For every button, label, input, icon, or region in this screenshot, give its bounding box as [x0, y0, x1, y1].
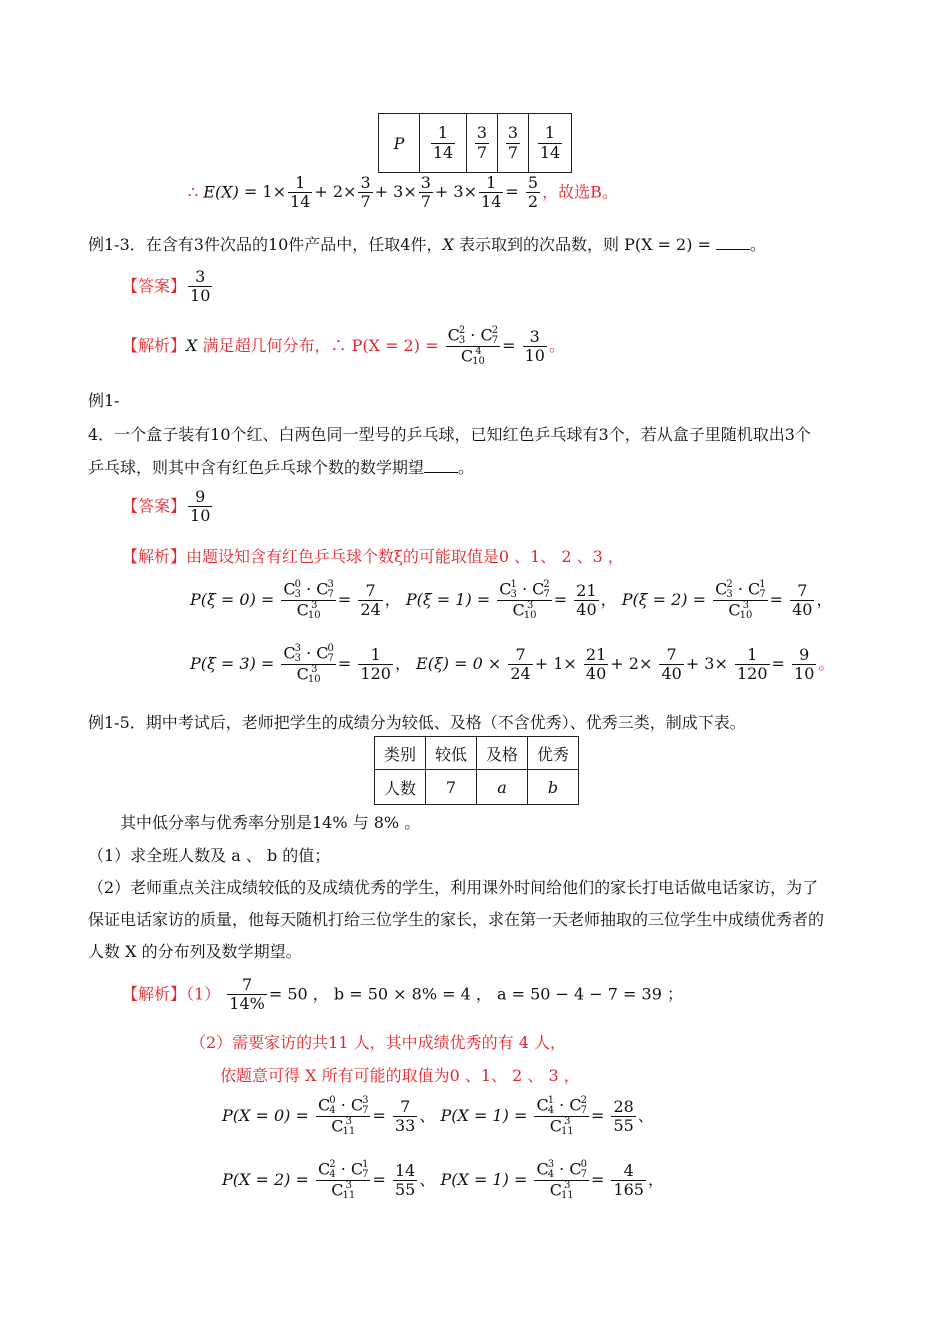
dist-cell-4: $\frac{1}{14}$	[539, 123, 561, 162]
ex14-label: 例1-	[88, 391, 120, 410]
ex15-q2-line2: 保证电话家访的质量，他每天随机打给三位学生的家长，求在第一天老师抽取的三位学生中成绩优秀者的	[88, 910, 825, 929]
dist-cell-1: $\frac{1}{14}$	[432, 123, 454, 162]
table-header-cell: 较低	[426, 737, 477, 770]
table-cell: a	[477, 770, 528, 805]
table-header-cell: 类别	[375, 737, 426, 770]
table-cell: 7	[426, 770, 477, 805]
dist-cell-3: $\frac{3}{7}$	[507, 123, 519, 162]
ex14-analysis: 【解析】由题设知含有红色乒乓球个数ξ的可能取值是0 、1、 2 、3 ，	[122, 547, 624, 566]
table-header-cell: 及格	[477, 737, 528, 770]
ex15-q2-line1: （2）老师重点关注成绩较低的及成绩优秀的学生，利用课外时间给他们的家长打电话做电话家访，为了	[88, 878, 819, 897]
grades-table	[374, 736, 579, 805]
distribution-table	[378, 113, 572, 173]
ex13-question: 例1-3．在含有3件次品的10件产品中，任取4件，X 表示取到的次品数，则 P(X = 2) = 。	[88, 235, 767, 254]
ex15-prob-row1: P(X = 0) = C 0 4 · C 3 7 C 3 11 = $\frac{7}{33}$ 、 P(X = 1) = C 1 4 · C 2 7 C 3 11 = $\frac{28}{55}$ 、	[222, 1095, 654, 1137]
ex15-prob-row2: P(X = 2) = C 2 4 · C 1 7 C 3 11 = $\frac{14}{55}$ 、 P(X = 1) = C 3 4 · C 0 7 C 3 11 = $\frac{4}{165}$ ，	[222, 1159, 664, 1201]
answer-blank	[424, 458, 458, 473]
ex14-question-line1: 4．一个盒子装有10个红、白两色同一型号的乒乓球，已知红色乒乓球有3个，若从盒子里随机取出3个	[88, 425, 811, 444]
ex14-question-line2: 乒乓球，则其中含有红色乒乓球个数的数学期望 。	[88, 458, 475, 477]
table-cell: 人数	[375, 770, 426, 805]
ex13-answer: 【答案】 $\frac{3}{10}$	[122, 267, 211, 306]
dist-header: P	[379, 114, 420, 173]
ex13-analysis: 【解析】X 满足超几何分布，∴ P(X = 2) = C 2 3 · C 2 7 C 4 10 = $\frac{3}{10}$ 。	[122, 325, 565, 367]
ex15-q1: （1）求全班人数及 a 、 b 的值；	[88, 846, 331, 865]
dist-cell-2: $\frac{3}{7}$	[476, 123, 488, 162]
ex14-prob-row1: P(ξ = 0) = C 0 3 · C 3 7 C 3 10 = $\frac{7}{24}$ ， P(ξ = 1) = C 1 3 · C 2 7 C 3 10 = $\frac{21}{40}$ ， P(ξ = 2) = C 2 3 · C 1 7 C 3 10 = $\frac{7}{40}$ ，	[190, 579, 833, 621]
ex15-analysis-2-line2: 依题意可得 X 所有可能的取值为0 、1、 2 、 3 ，	[220, 1066, 580, 1085]
ex15-analysis-2-line1: （2）需要家访的共11 人，其中成绩优秀的有 4 人，	[190, 1033, 566, 1052]
table-cell: b	[528, 770, 579, 805]
ex15-q2-line3: 人数 X 的分布列及数学期望。	[88, 942, 302, 961]
ex15-rates: 其中低分率与优秀率分别是14% 与 8% 。	[120, 813, 421, 832]
ex14-prob-row2: P(ξ = 3) = C 3 3 · C 0 7 C 3 10 = $\frac{1}{120}$ ， E(ξ) = 0 × $\frac{7}{24}$ + 1× $\frac{21}{40}$ + 2× $\frac{7}{40}$ + 3× $\frac{1}{120}$ = $\frac{9}{10}$ 。	[190, 643, 835, 685]
ex15-analysis-1: 【解析】（1） $\frac{7}{14\%}$ = 50 ， b = 50 × 8% = 4 ， a = 50 − 4 − 7 = 39 ；	[122, 975, 683, 1014]
ex14-answer: 【答案】 $\frac{9}{10}$	[122, 487, 211, 526]
table-header-cell: 优秀	[528, 737, 579, 770]
answer-blank	[716, 235, 750, 250]
ex15-intro: 例1-5．期中考试后，老师把学生的成绩分为较低、及格（不含优秀）、优秀三类，制成下表。	[88, 713, 746, 732]
ex12-expectation: ∴ E(X) = 1× $\frac{1}{14}$ + 2× $\frac{3}{7}$ + 3× $\frac{3}{7}$ + 3× $\frac{1}{14}$ = $\frac{5}{2}$ ，故选B。	[188, 173, 618, 212]
